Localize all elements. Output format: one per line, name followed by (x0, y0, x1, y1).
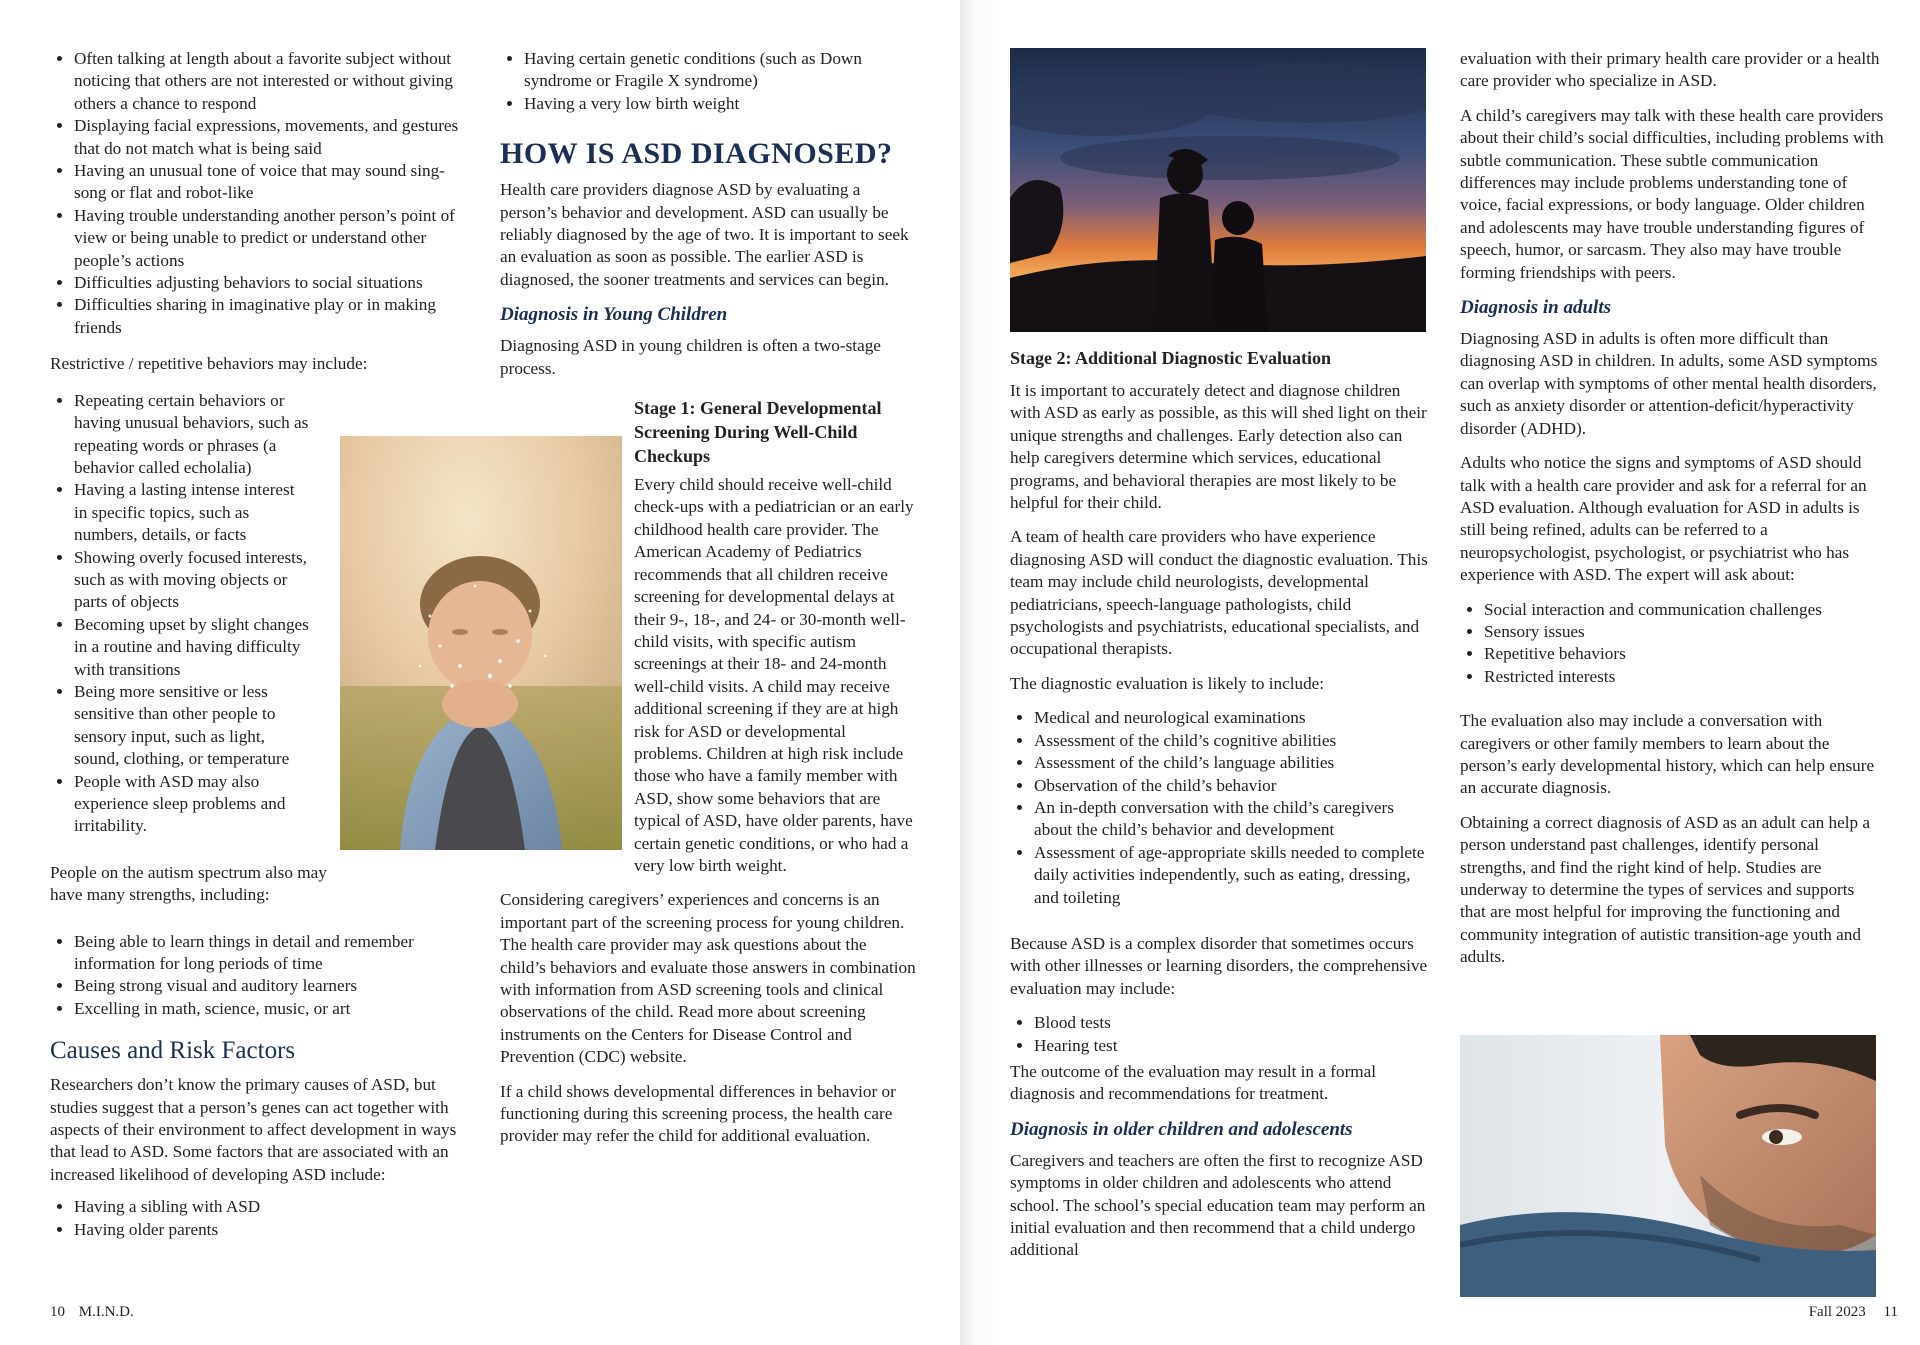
column-3 (1010, 346, 1430, 1274)
older-children-heading: Diagnosis in older children and adolescents (1010, 1118, 1353, 1140)
sunset-illustration (1010, 48, 1426, 332)
list-item: • Having older parents (74, 1219, 466, 1241)
list-item: • Blood tests (1034, 1012, 1430, 1034)
list-item: • Assessment of age-appropriate skills needed to complete daily activities independently, such as eating, dressing, and toileting (1034, 842, 1430, 909)
adults-text: Diagnosing ASD in adults is often more difficult than diagnosing ASD in children. In adults, some ASD symptoms can overlap with symptoms of other mental health disorders, such as anxiety disorder or attention-deficit/hyperactivity disorder (ADHD). (1460, 329, 1878, 438)
column-4 (1460, 48, 1884, 981)
complex-text: Because ASD is a complex disorder that sometimes occurs with other illnesses or learning disorders, the comprehensive evaluation may include: (1010, 933, 1428, 998)
eval-intro: The diagnostic evaluation is likely to include: (1010, 673, 1325, 693)
list-item: • Displaying facial expressions, movements, and gestures that do not match what is being said (74, 115, 466, 160)
strengths-list (50, 931, 466, 1021)
column-2 (500, 48, 916, 1160)
list-item: • Often talking at length about a favorite subject without noticing that others are not interested or without giving others a chance to respond (74, 48, 466, 115)
list-item: • Assessment of the child’s language abilities (1034, 752, 1430, 774)
list-item: • Social interaction and communication challenges (1484, 599, 1884, 621)
list-item: • Having certain genetic conditions (such as Down syndrome or Fragile X syndrome) (524, 48, 916, 93)
cont-text: evaluation with their primary health care provider or a health care provider who specialize in ASD. (1460, 49, 1880, 91)
adults-refer-text: Adults who notice the signs and symptoms of ASD should talk with a health care provider and ask for a referral for an ASD evaluation. Although evaluation for ASD in adults is still being refined, adults can be referred to a neuropsychologist, psychologist, or psychiatrist who has experience with ASD. The expert will ask about: (1460, 453, 1867, 585)
stage1-text (500, 474, 916, 877)
caregivers-text: Considering caregivers’ experiences and concerns is an important part of the screening process for young children. The health care provider may ask questions about the child’s behaviors and evaluate those answers in combination with information from ASD screening tools and clinical observations of the child. Read more about screening instruments on the Centers for Disease Control and Prevention (CDC) website. (500, 890, 916, 1067)
young-children-heading: Diagnosis in Young Children (500, 304, 728, 326)
causes-text: Researchers don’t know the primary causes of ASD, but studies suggest that a person’s genes can act together with aspects of their environment to affect development in ways that lead to ASD. Some factors that are associated with an increased likelihood of developing ASD include: (50, 1075, 457, 1184)
photo-wrap-spacer (500, 474, 634, 878)
adults-heading: Diagnosis in adults (1460, 297, 1611, 319)
sunset-silhouette-photo (1010, 48, 1426, 332)
family-text: The evaluation also may include a conversation with caregivers or other family members to learn about the person’s early developmental history, which can help ensure an accurate diagnosis. (1460, 711, 1875, 798)
folio-right-number: 11 (1883, 1304, 1898, 1320)
folio-left-title: M.I.N.D. (78, 1304, 134, 1320)
list-item: • Restricted interests (1484, 666, 1884, 688)
social-behaviors-list (50, 48, 466, 339)
list-item: • Becoming upset by slight changes in a routine and having difficulty with transitions (74, 614, 310, 681)
stage1-text-body: Every child should receive well-child check-ups with a pediatrician or an early childhood health care provider. The American Academy of Pediatrics recommends that all children receive screening for developmental delays at their 9-, 18-, and 24- or 30-month well-child visits, with specific autism screenings at their 18- and 24-month well-child visits. A child may receive additional screening if they are at high risk for ASD or developmental problems. Children at high risk include those who have a family member with ASD, show some behaviors that are typical of ASD, have older parents, have certain genetic conditions, or who had a very low birth weight. (634, 475, 914, 875)
list-item: • Repetitive behaviors (1484, 643, 1884, 665)
list-item: • Having an unusual tone of voice that may sound sing-song or flat and robot-like (74, 160, 466, 205)
list-item: • Having trouble understanding another person’s point of view or being unable to predict or understand other people’s actions (74, 205, 466, 272)
man-illustration (1460, 1035, 1876, 1297)
stage1-wrap (500, 396, 916, 468)
list-item: • Having a very low birth weight (524, 93, 916, 115)
list-item: • Medical and neurological examinations (1034, 707, 1430, 729)
obtaining-text: Obtaining a correct diagnosis of ASD as an adult can help a person understand past challenges, identify personal strengths, and find the right kind of help. Studies are underway to determine the types of services and supports that are most helpful for improving the functioning and community integration of autistic transition-age youth and adults. (1460, 812, 1870, 967)
expert-list (1460, 599, 1884, 689)
list-item: • Excelling in math, science, music, or art (74, 998, 466, 1020)
complex-list (1010, 1012, 1430, 1057)
list-item: • Being more sensitive or less sensitive than other people to sensory input, such as light, sound, clothing, or temperature (74, 681, 310, 771)
stage2-heading: Stage 2: Additional Diagnostic Evaluation (1010, 348, 1332, 368)
stage1-heading: Stage 1: General Developmental Screening During Well-Child Checkups (634, 398, 882, 467)
list-item: • Being able to learn things in detail and remember information for long periods of time (74, 931, 466, 976)
list-item: • Difficulties adjusting behaviors to social situations (74, 272, 466, 294)
causes-list-continued (500, 48, 916, 115)
folio-left (50, 1304, 134, 1321)
list-item: • Showing overly focused interests, such as with moving objects or parts of objects (74, 547, 310, 614)
list-item: • Assessment of the child’s cognitive abilities (1034, 730, 1430, 752)
list-item: • Having a lasting intense interest in specific topics, such as numbers, details, or facts (74, 479, 310, 546)
restrictive-behaviors-list (50, 390, 310, 838)
outcome-text: The outcome of the evaluation may result in a formal diagnosis and recommendations for treatment. (1010, 1061, 1377, 1104)
diagnosed-text: Health care providers diagnose ASD by evaluating a person’s behavior and development. ASD can usually be reliably diagnosed by the age of two. It is important to seek an evaluation as soon as possible. The earlier ASD is diagnosed, the sooner treatments and services can begin. (500, 180, 909, 289)
right-page (960, 0, 1920, 1345)
restrictive-intro: Restrictive / repetitive behaviors may include: (50, 354, 368, 374)
stage2-text: It is important to accurately detect and diagnose children with ASD as early as possible, as this will shed light on their unique strengths and challenges. Early detection also can help caregivers determine which services, educational programs, and behavioral therapies are most likely to be helpful for their child. (1010, 381, 1427, 513)
how-diagnosed-heading: HOW IS ASD DIAGNOSED? (500, 137, 893, 171)
list-item: • Having a sibling with ASD (74, 1196, 466, 1218)
causes-list (50, 1196, 466, 1241)
list-item: • Repeating certain behaviors or having unusual behaviors, such as repeating words or phrases (a behavior called echolalia) (74, 390, 310, 480)
folio-right-issue: Fall 2023 (1808, 1304, 1866, 1320)
social-text: A child’s caregivers may talk with these health care providers about their child’s social difficulties, including problems with subtle communication. These subtle communication differences may include problems understanding tone of voice, facial expressions, or body language. Older children and adolescents may have trouble understanding figures of speech, humor, or sarcasm. They also may have trouble forming friendships with peers. (1460, 105, 1884, 282)
eval-list (1010, 707, 1430, 909)
referral-text: If a child shows developmental differences in behavior or functioning during this screening process, the health care provider may refer the child for additional evaluation. (500, 1081, 896, 1146)
list-item: • Difficulties sharing in imaginative play or in making friends (74, 294, 466, 339)
team-text: A team of health care providers who have experience diagnosing ASD will conduct the diagnostic evaluation. This team may include child neurologists, developmental pediatricians, speech-language pathologists, child psychologists and psychiatrists, educational specialists, and occupational therapists. (1010, 527, 1428, 659)
list-item: • Sensory issues (1484, 621, 1884, 643)
causes-heading: Causes and Risk Factors (50, 1037, 296, 1065)
strengths-intro: People on the autism spectrum also may have many strengths, including: (50, 862, 327, 905)
older-text: Caregivers and teachers are often the first to recognize ASD symptoms in older children and adolescents who attend school. The school’s special education team may perform an initial evaluation and then recommend that a child undergo additional (1010, 1150, 1426, 1260)
folio-right (1809, 1304, 1898, 1321)
young-text: Diagnosing ASD in young children is often a two-stage process. (500, 336, 881, 378)
list-item: • Being strong visual and auditory learners (74, 975, 466, 997)
man-portrait-photo (1460, 1035, 1876, 1297)
list-item: • People with ASD may also experience sleep problems and irritability. (74, 771, 310, 838)
list-item: • Hearing test (1034, 1035, 1430, 1057)
list-item: • An in-depth conversation with the child’s caregivers about the child’s behavior and development (1034, 797, 1430, 842)
list-item: • Observation of the child’s behavior (1034, 775, 1430, 797)
folio-left-number: 10 (50, 1304, 65, 1320)
